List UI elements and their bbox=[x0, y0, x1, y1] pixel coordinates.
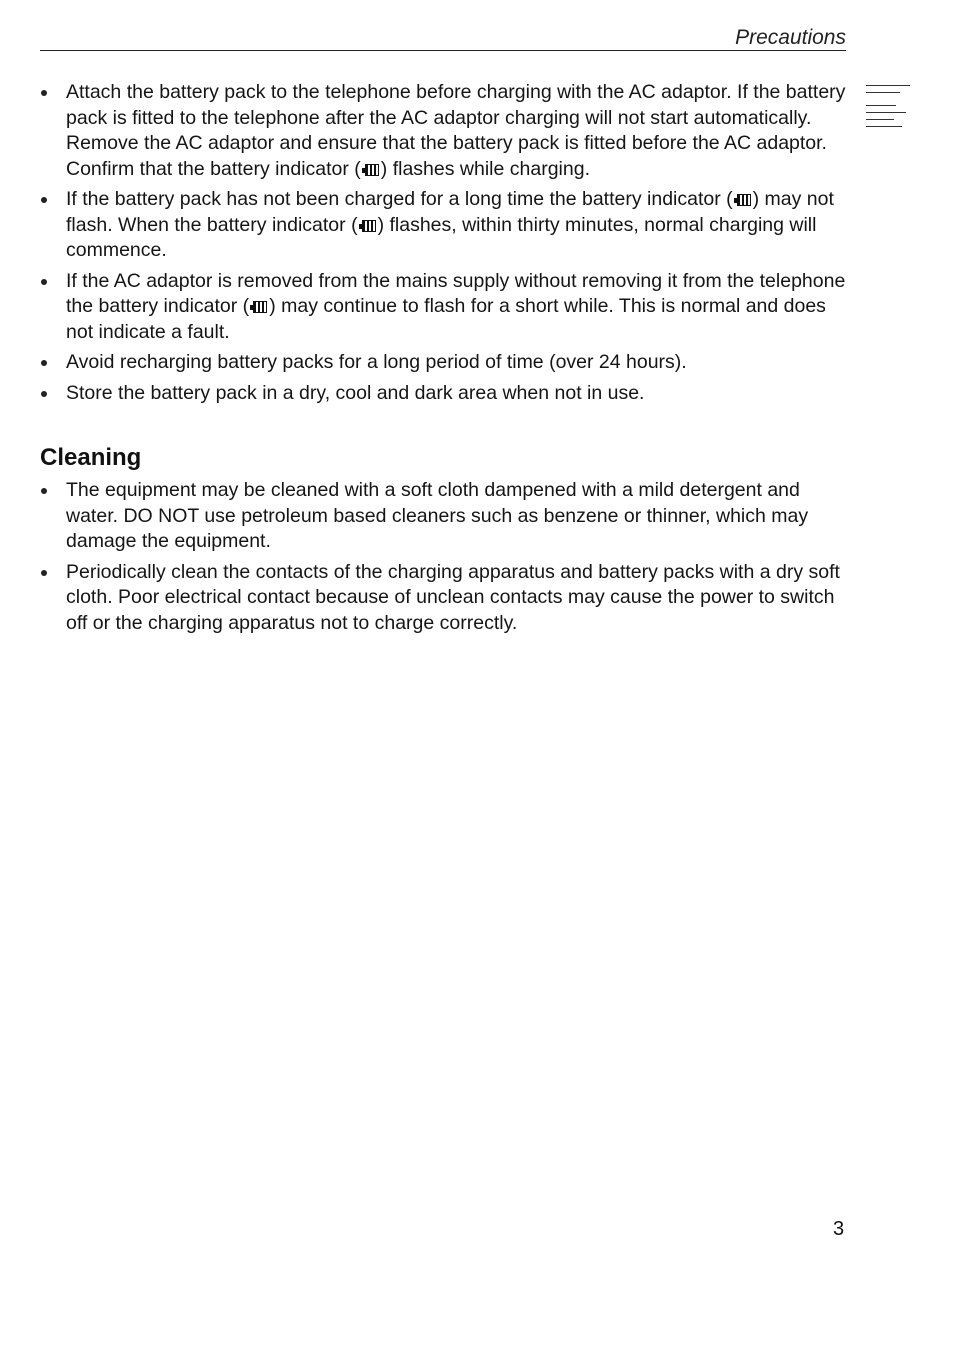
precautions-section bbox=[40, 80, 850, 411]
list-item-text: Avoid recharging battery packs for a long period of time (over 24 hours). bbox=[66, 351, 687, 373]
battery-indicator-icon bbox=[362, 164, 380, 177]
bullet-icon bbox=[41, 570, 47, 576]
list-item bbox=[40, 80, 850, 182]
running-header-title: Precautions bbox=[735, 26, 846, 49]
battery-indicator-icon bbox=[359, 220, 377, 233]
list-item-text: ) flashes, within thirty minutes, normal charging will commence. bbox=[66, 213, 817, 261]
bullet-icon bbox=[41, 360, 47, 366]
bullet-icon bbox=[41, 197, 47, 203]
battery-indicator-icon bbox=[734, 194, 752, 207]
list-item bbox=[40, 478, 850, 555]
precautions-list bbox=[40, 80, 850, 406]
cleaning-list bbox=[40, 478, 850, 636]
bullet-icon bbox=[41, 391, 47, 397]
list-item bbox=[40, 187, 850, 264]
list-item bbox=[40, 381, 850, 407]
list-item-text: ) may continue to flash for a short while. This is normal and does not indicate a fault. bbox=[66, 295, 826, 343]
list-item-text: Attach the battery pack to the telephone before charging with the AC adaptor. If the battery pack is fitted to the telephone after the AC adaptor charging will not start automatically. Remove the AC adaptor and ensure that the battery pack is fitted before the AC adaptor. Confirm that the battery indicator ( bbox=[66, 81, 846, 180]
cleaning-section bbox=[40, 444, 850, 641]
bullet-icon bbox=[41, 279, 47, 285]
battery-indicator-icon bbox=[250, 301, 268, 314]
list-item bbox=[40, 269, 850, 346]
list-item-text: If the battery pack has not been charged for a long time the battery indicator ( bbox=[66, 188, 733, 210]
bullet-icon bbox=[41, 90, 47, 96]
list-item-text: ) may not flash. When the battery indicator ( bbox=[66, 188, 834, 236]
list-item bbox=[40, 560, 850, 637]
bullet-icon bbox=[41, 488, 47, 494]
list-item-text: Store the battery pack in a dry, cool and dark area when not in use. bbox=[66, 381, 645, 404]
list-item bbox=[40, 350, 850, 376]
list-item-text: The equipment may be cleaned with a soft cloth dampened with a mild detergent and water. DO NOT use petroleum based cleaners such as benzene or thinner, which may damage the equipment. bbox=[66, 479, 809, 552]
cleaning-heading: Cleaning bbox=[40, 444, 142, 471]
list-item-text: ) flashes while charging. bbox=[380, 157, 590, 180]
page-number: 3 bbox=[833, 1218, 845, 1240]
list-item-text: Periodically clean the contacts of the charging apparatus and battery packs with a dry soft cloth. Poor electrical contact because of unclean contacts may cause the power to switch off or the charging apparatus not to charge correctly. bbox=[66, 560, 840, 634]
margin-index-marks bbox=[866, 85, 912, 133]
list-item-text: If the AC adaptor is removed from the mains supply without removing it from the telephone the battery indicator ( bbox=[66, 269, 846, 317]
header-rule bbox=[40, 50, 846, 51]
